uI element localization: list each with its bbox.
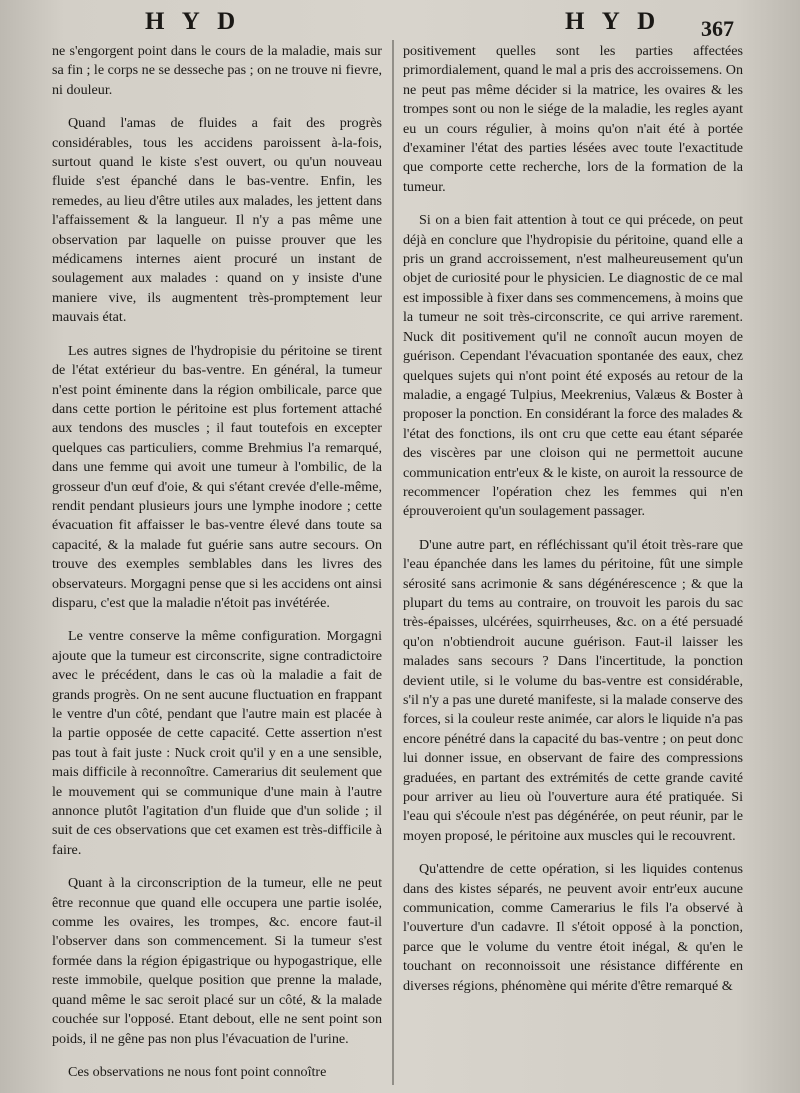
left-column [52, 42, 382, 1082]
paragraph: positivement quelles sont les parties affectées primordialement, quand le mal a pris des accroissemens. On ne peut pas même décider si la matrice, les ovaires & les trompes sont ou non le siége de la maladie, les regles ayant eu un cours régulier, à moins qu'on n'ait été à portée d'examiner l'état des parties lésées avec toute l'exactitude que comporte cette recherche, lors de la formation de la tumeur. [403, 43, 743, 195]
running-head-right: H Y D [565, 8, 662, 35]
paragraph: Qu'attendre de cette opération, si les liquides contenus dans des kistes séparés, ne peuvent avoir entr'eux aucune communication, comme Camerarius le fils l'a observé à l'ouverture d'un cadavre. Il s'étoit opposé à la ponction, parce que le volume du ventre étoit inégal, & qu'en le touchant on reconnoissoit une résistance différente en diverses régions, phénomène qui mérite d'être remarqué & [403, 861, 743, 994]
paragraph: D'une autre part, en réfléchissant qu'il étoit très-rare que l'eau épanchée dans les lames du péritoine, fût une simple sérosité sans acrimonie & sans dégénérescence ; & que la plupart du tems au contraire, on trouvoit les parois du sac très-épaisses, ulcérées, squirrheuses, &c. on a été persuadé qu'on n'obtiendroit aucune guérison. Faut-il laisser les malades sans secours ? Dans l'incertitude, la ponction devient utile, si le volume du bas-ventre est considérable, s'il n'y a pas une dureté manifeste, si la malade conserve des forces, si la couleur reste animée, car alors le liquide n'a pas encore pénétré dans la capacité du bas-ventre ; on peut donc lui donner issue, en observant de faire des compressions graduées, en partant des extrémités de cette grande cavité pour arriver au lieu où l'ouverture aura été pratiquée. Si l'eau qui s'écoule n'est pas dégénérée, on peut réunir, par le moyen proposé, le péritoine aux muscles qui le recouvrent. [403, 536, 743, 844]
paragraph: Quand l'amas de fluides a fait des progrès considérables, tous les accidens paroissent à-la-fois, surtout quand le kiste s'est ouvert, ou qu'un nouveau fluide s'est épanché dans le bas-ventre. Enfin, les remedes, au lieu d'être utiles aux malades, les jettent dans l'affaissement & la langueur. Il n'y a pas même une observation par laquelle on puisse prouver que les médicamens internes aient procuré un instant de soulagement aux malades : quand on y insiste d'une maniere vive, ils augmentent très-promptement leur mauvais état. [52, 115, 382, 326]
paragraph: Ces observations ne nous font point connoître [68, 1063, 327, 1080]
paragraph: Quant à la circonscription de la tumeur, elle ne peut être reconnue que quand elle occupera une partie isolée, comme les ovaires, les trompes, &c. encore faut-il l'observer dans son commencement. Si la tumeur s'est formée dans la région épigastrique ou hypogastrique, elle reste immobile, quelque position que prenne la malade, quand même le sac seroit placé sur un côté, & la malade couchée sur l'opposé. Etant debout, elle ne sent point son poids, il ne gêne pas non plus l'évacuation de l'urine. [52, 875, 382, 1047]
paragraph: ne s'engorgent point dans le cours de la maladie, mais sur sa fin ; le corps ne se desseche pas ; on ne trouve ni fievre, ni douleur. [52, 43, 382, 98]
column-divider [392, 40, 394, 1085]
right-column [403, 42, 743, 996]
page-number: 367 [701, 16, 734, 41]
paragraph: Si on a bien fait attention à tout ce qui précede, on peut déjà en conclure que l'hydropisie du péritoine, quand elle a pris un grand accroissement, n'est malheureusement qu'un objet de curiosité pour le physicien. Le diagnostic de ce mal est impossible à fixer dans ses commencemens, à moins que la tumeur ne soit très-circonscrite, ce qui arrive rarement. Nuck dit positivement qu'il ne connoît aucun moyen de guérison. Cependant l'évacuation spontanée des eaux, chez quelques sujets qui n'ont point été exposés au retour de la maladie, a engagé Tulpius, Meekrenius, Valæus & Boster à proposer la ponction. En considérant la force des malades & l'état des fonctions, ils ont cru que cette eau étant séparée des viscères par une cloison qui ne permettoit aucune communication entr'eux & le kiste, on auroit la ressource de recommencer l'opération chez les femmes qui n'en éprouveroient qu'un soulagement passager. [403, 212, 743, 520]
running-head-left: H Y D [145, 8, 242, 35]
paragraph: Les autres signes de l'hydropisie du péritoine se tirent de l'état extérieur du bas-ventre. En général, la tumeur n'est point éminente dans la région ombilicale, parce que dans cette portion le péritoine est plus fortement attaché aux tendons des muscles ; il faut toutefois en excepter quelques cas particuliers, comme Brehmius l'a remarqué, dans une femme qui avoit une tumeur à l'ombilic, de la grosseur d'un œuf d'oie, & qui s'étant crevée d'elle-même, rendit pendant plusieurs jours une lymphe inodore ; cette évacuation fit affaisser le bas-ventre élevé dans toute sa capacité, & la malade fut guérie sans autre secours. On trouve des exemples semblables dans les livres des observateurs. Morgagni pense que si les accidens ont ainsi disparu, c'est que la maladie n'étoit pas invétérée. [52, 342, 382, 611]
paragraph: Le ventre conserve la même configuration. Morgagni ajoute que la tumeur est circonscrite, signe contradictoire avec le précédent, dans le cas où la maladie a fait de grands progrès. On ne sent aucune fluctuation en frappant le ventre d'un côté, pendant que l'autre main est placée à la partie opposée de cette capacité. Cette assertion n'est pas tout à fait juste : Nuck croit qu'il y en a une sensible, mais difficile à reconnoître. Camerarius dit seulement que le mouvement qui se communique d'une main à l'autre annonce plutôt l'agitation d'un fluide que d'un solide ; il suit de ces observations que cet examen est très-difficile à faire. [52, 628, 382, 858]
